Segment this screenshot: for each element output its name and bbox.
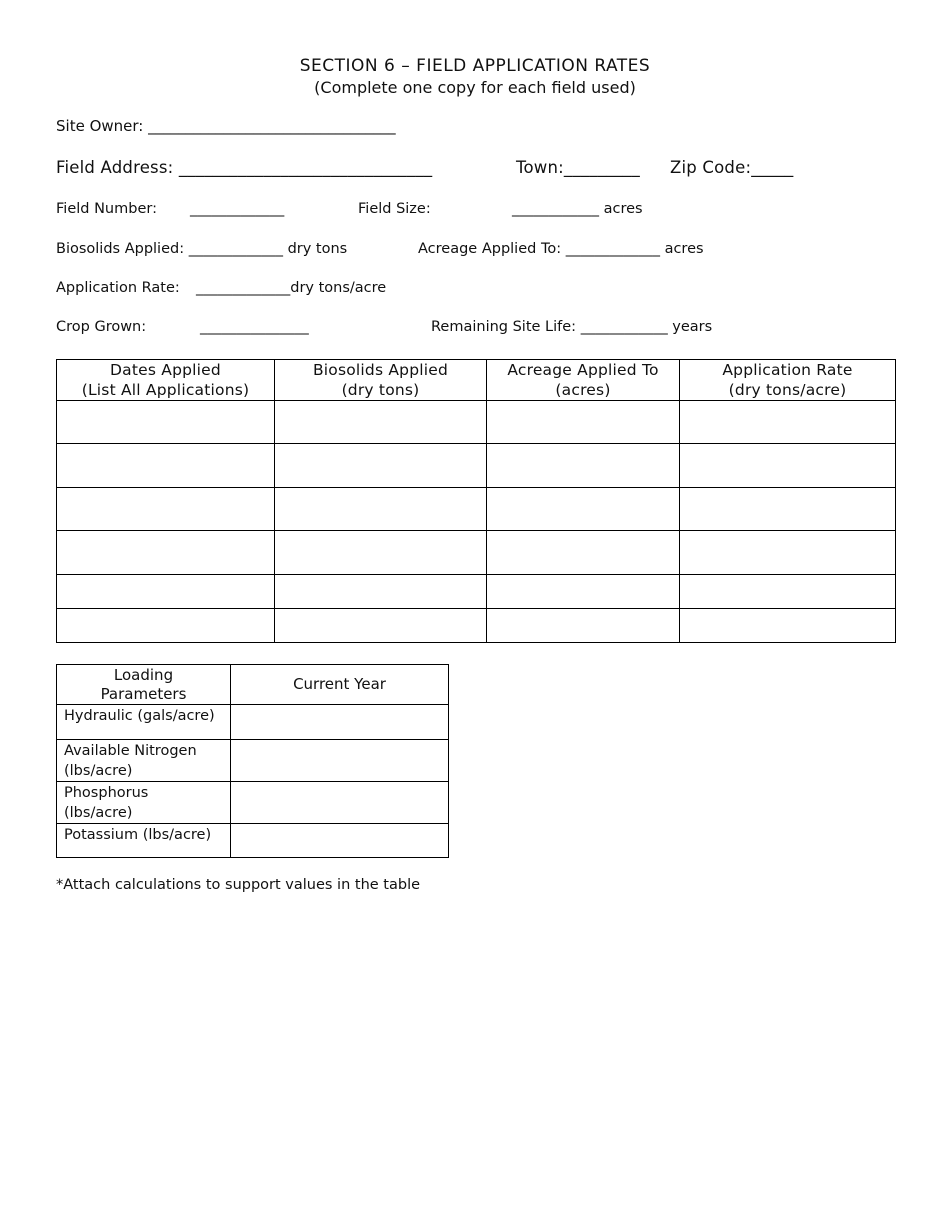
loading-row-hydraulic [57, 705, 449, 740]
loading-value-cell[interactable] [231, 705, 449, 740]
table-cell[interactable] [680, 488, 896, 531]
loading-row-available-nitrogen [57, 740, 449, 782]
biosolids-applied-blank[interactable]: _____________ [188, 241, 283, 257]
site-owner-label: Site Owner: [56, 117, 144, 135]
table-cell[interactable] [680, 609, 896, 643]
loading-table-header [57, 665, 449, 705]
applications-table [56, 359, 896, 643]
loading-row-potassium [57, 824, 449, 858]
biosolids-applied-row [56, 241, 347, 257]
table-cell[interactable] [487, 531, 680, 575]
field-address-label: Field Address: [56, 158, 174, 177]
table-cell[interactable] [57, 575, 275, 609]
table-cell[interactable] [275, 488, 487, 531]
remaining-site-life-blank[interactable]: ____________ [580, 319, 668, 335]
zip-code-label: Zip Code: [670, 158, 752, 177]
field-number-label: Field Number: [56, 201, 157, 217]
table-cell[interactable] [57, 609, 275, 643]
application-rate-row [196, 280, 386, 296]
biosolids-applied-unit: dry tons [287, 241, 348, 257]
column-header-dates-applied: Dates Applied (List All Applications) [57, 360, 275, 401]
zip-code-row [670, 158, 793, 177]
acreage-applied-label: Acreage Applied To: [418, 241, 562, 257]
acreage-applied-unit: acres [664, 241, 704, 257]
loading-row-label: Potassium (lbs/acre) [57, 824, 231, 858]
table-cell[interactable] [680, 401, 896, 444]
crop-grown-blank[interactable]: _______________ [200, 319, 309, 335]
table-cell[interactable] [275, 401, 487, 444]
application-rate-blank[interactable]: _____________ [196, 280, 291, 296]
table-cell[interactable] [487, 401, 680, 444]
table-row [57, 575, 896, 609]
acreage-applied-blank[interactable]: _____________ [565, 241, 660, 257]
table-cell[interactable] [275, 575, 487, 609]
column-header-loading-parameters: Loading Parameters [57, 665, 231, 705]
field-size-unit: acres [603, 201, 643, 217]
table-cell[interactable] [487, 444, 680, 488]
loading-value-cell[interactable] [231, 824, 449, 858]
table-cell[interactable] [680, 575, 896, 609]
loading-row-label: Phosphorus (lbs/acre) [57, 782, 231, 824]
town-blank[interactable]: _________ [563, 158, 640, 177]
remaining-site-life-unit: years [672, 319, 713, 335]
biosolids-applied-label: Biosolids Applied: [56, 241, 185, 257]
table-cell[interactable] [275, 609, 487, 643]
acreage-applied-row [418, 241, 704, 257]
town-label: Town: [516, 158, 564, 177]
field-size-label: Field Size: [358, 201, 431, 217]
application-rate-label: Application Rate: [56, 280, 180, 296]
field-address-row [56, 158, 432, 177]
table-cell[interactable] [680, 531, 896, 575]
footnote: *Attach calculations to support values in the table [56, 877, 421, 893]
field-size-row [512, 201, 643, 217]
column-header-acreage-applied: Acreage Applied To (acres) [487, 360, 680, 401]
table-cell[interactable] [487, 575, 680, 609]
applications-table-header [57, 360, 896, 401]
town-row [516, 158, 640, 177]
column-header-current-year: Current Year [231, 665, 449, 705]
site-owner-blank[interactable]: _________________________________ [148, 117, 396, 135]
column-header-application-rate: Application Rate (dry tons/acre) [680, 360, 896, 401]
table-row [57, 531, 896, 575]
remaining-site-life-label: Remaining Site Life: [431, 319, 577, 335]
table-row [57, 609, 896, 643]
loading-parameters-table [56, 664, 449, 858]
table-row [57, 488, 896, 531]
table-cell[interactable] [57, 444, 275, 488]
loading-value-cell[interactable] [231, 782, 449, 824]
table-cell[interactable] [680, 444, 896, 488]
application-rate-unit: dry tons/acre [290, 280, 387, 296]
table-row [57, 444, 896, 488]
remaining-site-life-row [431, 319, 712, 335]
field-size-blank[interactable]: ____________ [512, 201, 599, 217]
field-address-blank[interactable]: ______________________________ [178, 158, 433, 177]
table-cell[interactable] [487, 488, 680, 531]
field-number-blank[interactable]: _____________ [190, 201, 285, 217]
table-cell[interactable] [487, 609, 680, 643]
page-title: SECTION 6 – FIELD APPLICATION RATES [299, 56, 651, 76]
loading-row-phosphorus [57, 782, 449, 824]
table-cell[interactable] [275, 531, 487, 575]
table-cell[interactable] [57, 401, 275, 444]
page-subtitle: (Complete one copy for each field used) [314, 78, 636, 97]
site-owner-row [56, 117, 396, 135]
loading-row-label: Available Nitrogen (lbs/acre) [57, 740, 231, 782]
loading-value-cell[interactable] [231, 740, 449, 782]
table-row [57, 401, 896, 444]
crop-grown-label: Crop Grown: [56, 319, 147, 335]
table-cell[interactable] [57, 531, 275, 575]
loading-row-label: Hydraulic (gals/acre) [57, 705, 231, 740]
table-cell[interactable] [275, 444, 487, 488]
zip-code-blank[interactable]: _____ [751, 158, 794, 177]
column-header-biosolids-applied: Biosolids Applied (dry tons) [275, 360, 487, 401]
table-cell[interactable] [57, 488, 275, 531]
